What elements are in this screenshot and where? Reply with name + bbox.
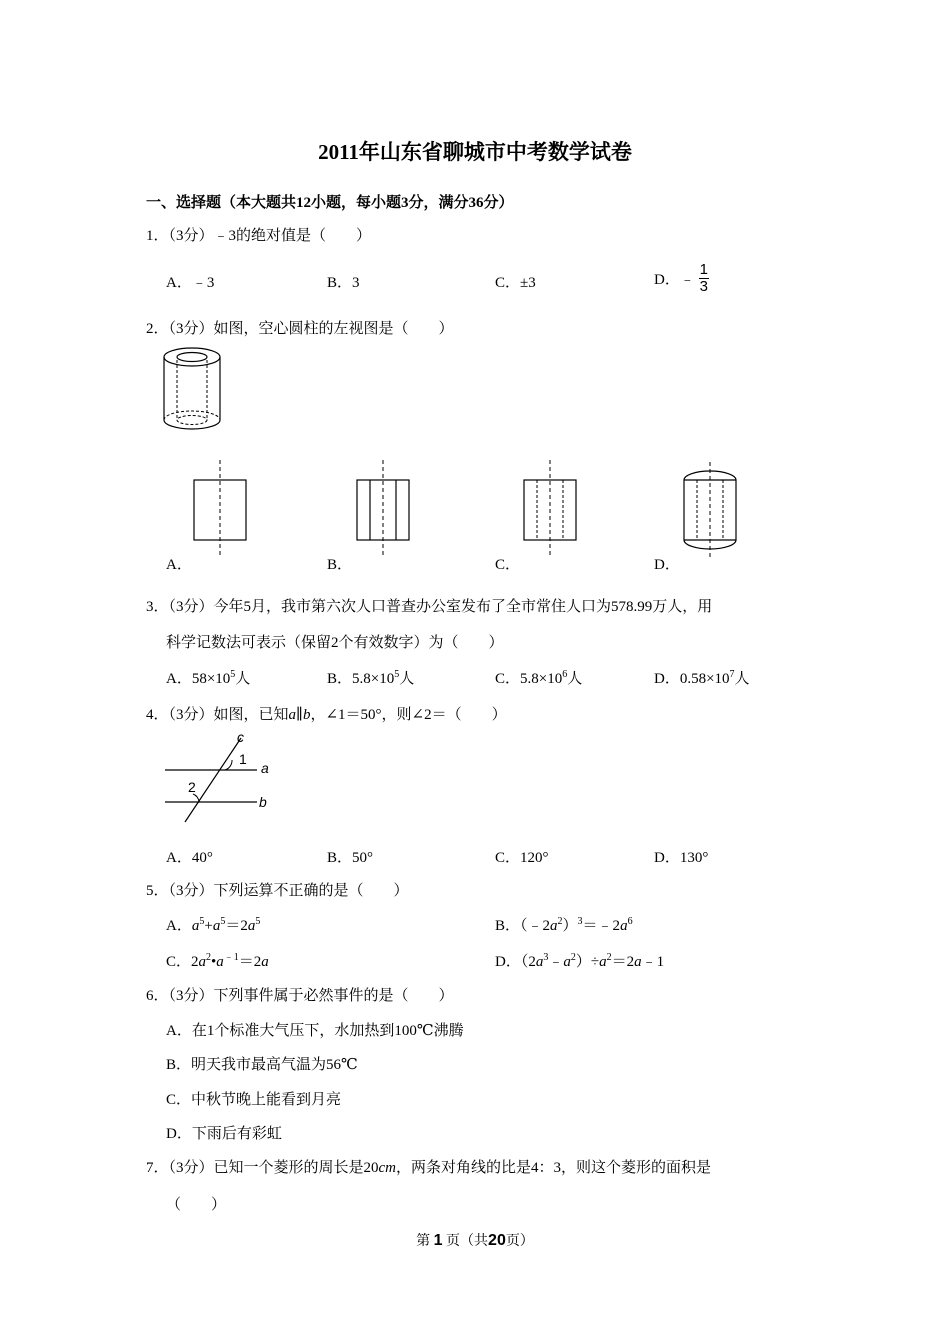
q1-option-a: A．﹣3	[166, 275, 215, 291]
page-footer	[0, 1230, 950, 1250]
q3-c-exp: 6	[562, 669, 568, 680]
question-7-stem-line1	[146, 1156, 711, 1177]
q3-a-unit: 人	[235, 671, 251, 687]
q3-option-c	[495, 667, 582, 688]
q5-option-b: B．$(﹣2a^2)^3=﹣2a^6$	[495, 916, 633, 934]
q3-b-unit: 人	[399, 671, 415, 687]
q2-option-a: A．	[166, 557, 192, 573]
q6-option-c: C．中秋节晚上能看到月亮	[166, 1092, 342, 1108]
q3-option-b	[327, 667, 414, 688]
q2-option-c: C．	[495, 557, 521, 573]
q4-var-a: a	[288, 707, 297, 723]
question-2-stem: 2．（3分）如图，空心圆柱的左视图是（ ）	[146, 321, 454, 337]
q5-c-label: C．	[166, 954, 192, 970]
q7-stem-post: ，两条对角线的比是4：3，则这个菱形的面积是	[396, 1160, 712, 1176]
parallel-lines-figure	[165, 730, 285, 825]
q2-option-d: D．	[654, 557, 680, 573]
q5-b-label: B．	[495, 918, 521, 934]
q7-unit: cm	[378, 1160, 397, 1176]
q4-option-d: D．130°	[654, 850, 709, 866]
fraction-numerator: 1	[699, 261, 708, 278]
fraction-denominator: 3	[699, 278, 708, 295]
q4-stem-pre: 4．（3分）如图，已知	[146, 707, 289, 723]
q2-option-c-figure	[520, 460, 580, 560]
q6-option-a: A．在1个标准大气压下，水加热到100℃沸腾	[166, 1023, 464, 1039]
q4-parallel: ∥	[296, 707, 303, 723]
q2-option-b-figure	[353, 460, 413, 560]
section-heading: 一、选择题（本大题共12小题，每小题3分，满分36分）	[146, 195, 514, 211]
question-3-stem-line2: 科学记数法可表示（保留2个有效数字）为（ ）	[166, 635, 504, 651]
q1-option-c: C．±3	[495, 275, 536, 291]
q7-stem-pre: 7．（3分）已知一个菱形的周长是20	[146, 1160, 379, 1176]
q1-option-b: B．3	[327, 275, 360, 291]
page-title: 2011年山东省聊城市中考数学试卷	[318, 140, 632, 164]
q5-d-label: D．	[495, 954, 521, 970]
q4-option-c: C．120°	[495, 850, 549, 866]
q3-d-exp: 7	[729, 669, 735, 680]
question-4-stem	[146, 703, 507, 724]
q6-option-d: D．下雨后有彩虹	[166, 1126, 282, 1142]
q5-option-d: D．$(2a^3﹣a^2)\div a^2=2a﹣1$	[495, 952, 665, 970]
footer-post: 页）	[505, 1234, 534, 1249]
q2-option-a-figure	[190, 460, 250, 560]
q3-a-base: A．58×10	[166, 671, 231, 687]
q2-option-b: B．	[327, 557, 353, 573]
q3-b-base: B．5.8×10	[327, 671, 395, 687]
q5-a-label: A．	[166, 918, 192, 934]
label-angle-2: 2	[188, 779, 196, 795]
q4-stem-post: ，∠1＝50°，则∠2＝（ ）	[310, 707, 507, 723]
q5-option-a: A．$a^5+a^5=2a^5$	[166, 916, 261, 934]
q3-option-a	[166, 667, 250, 688]
q1-option-d	[654, 262, 709, 295]
q3-c-unit: 人	[567, 671, 583, 687]
q3-d-unit: 人	[734, 671, 750, 687]
q6-option-b: B．明天我市最高气温为56℃	[166, 1057, 358, 1073]
footer-total-pages: 20	[488, 1232, 506, 1249]
q3-d-base: D．0.58×10	[654, 671, 730, 687]
q2-option-d-figure	[680, 460, 740, 560]
fraction	[699, 262, 709, 295]
label-angle-1: 1	[239, 751, 247, 767]
q3-a-exp: 5	[230, 669, 236, 680]
q4-var-b: b	[302, 707, 311, 723]
question-1-stem: 1．（3分）﹣3的绝对值是（ ）	[146, 228, 372, 244]
q5-option-c: C．$2a^2•a^{﹣1}=2a$	[166, 952, 269, 970]
q3-b-exp: 5	[394, 669, 400, 680]
hollow-cylinder-figure	[160, 345, 230, 440]
label-a: a	[261, 760, 269, 776]
q3-c-base: C．5.8×10	[495, 671, 563, 687]
q1-option-d-prefix: D．﹣	[654, 272, 695, 288]
question-7-stem-line2: （ ）	[166, 1197, 227, 1213]
question-3-stem-line1: 3．（3分）今年5月，我市第六次人口普查办公室发布了全市常住人口为578.99万人，用	[146, 599, 713, 615]
label-c: c	[237, 729, 244, 745]
q4-option-b: B．50°	[327, 850, 374, 866]
label-b: b	[259, 794, 267, 810]
footer-pre: 第	[416, 1234, 431, 1249]
footer-page-number: 1	[433, 1232, 443, 1249]
footer-mid: 页（共	[446, 1234, 489, 1249]
question-5-stem: 5．（3分）下列运算不正确的是（ ）	[146, 883, 409, 899]
q4-option-a: A．40°	[166, 850, 213, 866]
question-6-stem: 6．（3分）下列事件属于必然事件的是（ ）	[146, 988, 454, 1004]
q3-option-d	[654, 667, 750, 688]
